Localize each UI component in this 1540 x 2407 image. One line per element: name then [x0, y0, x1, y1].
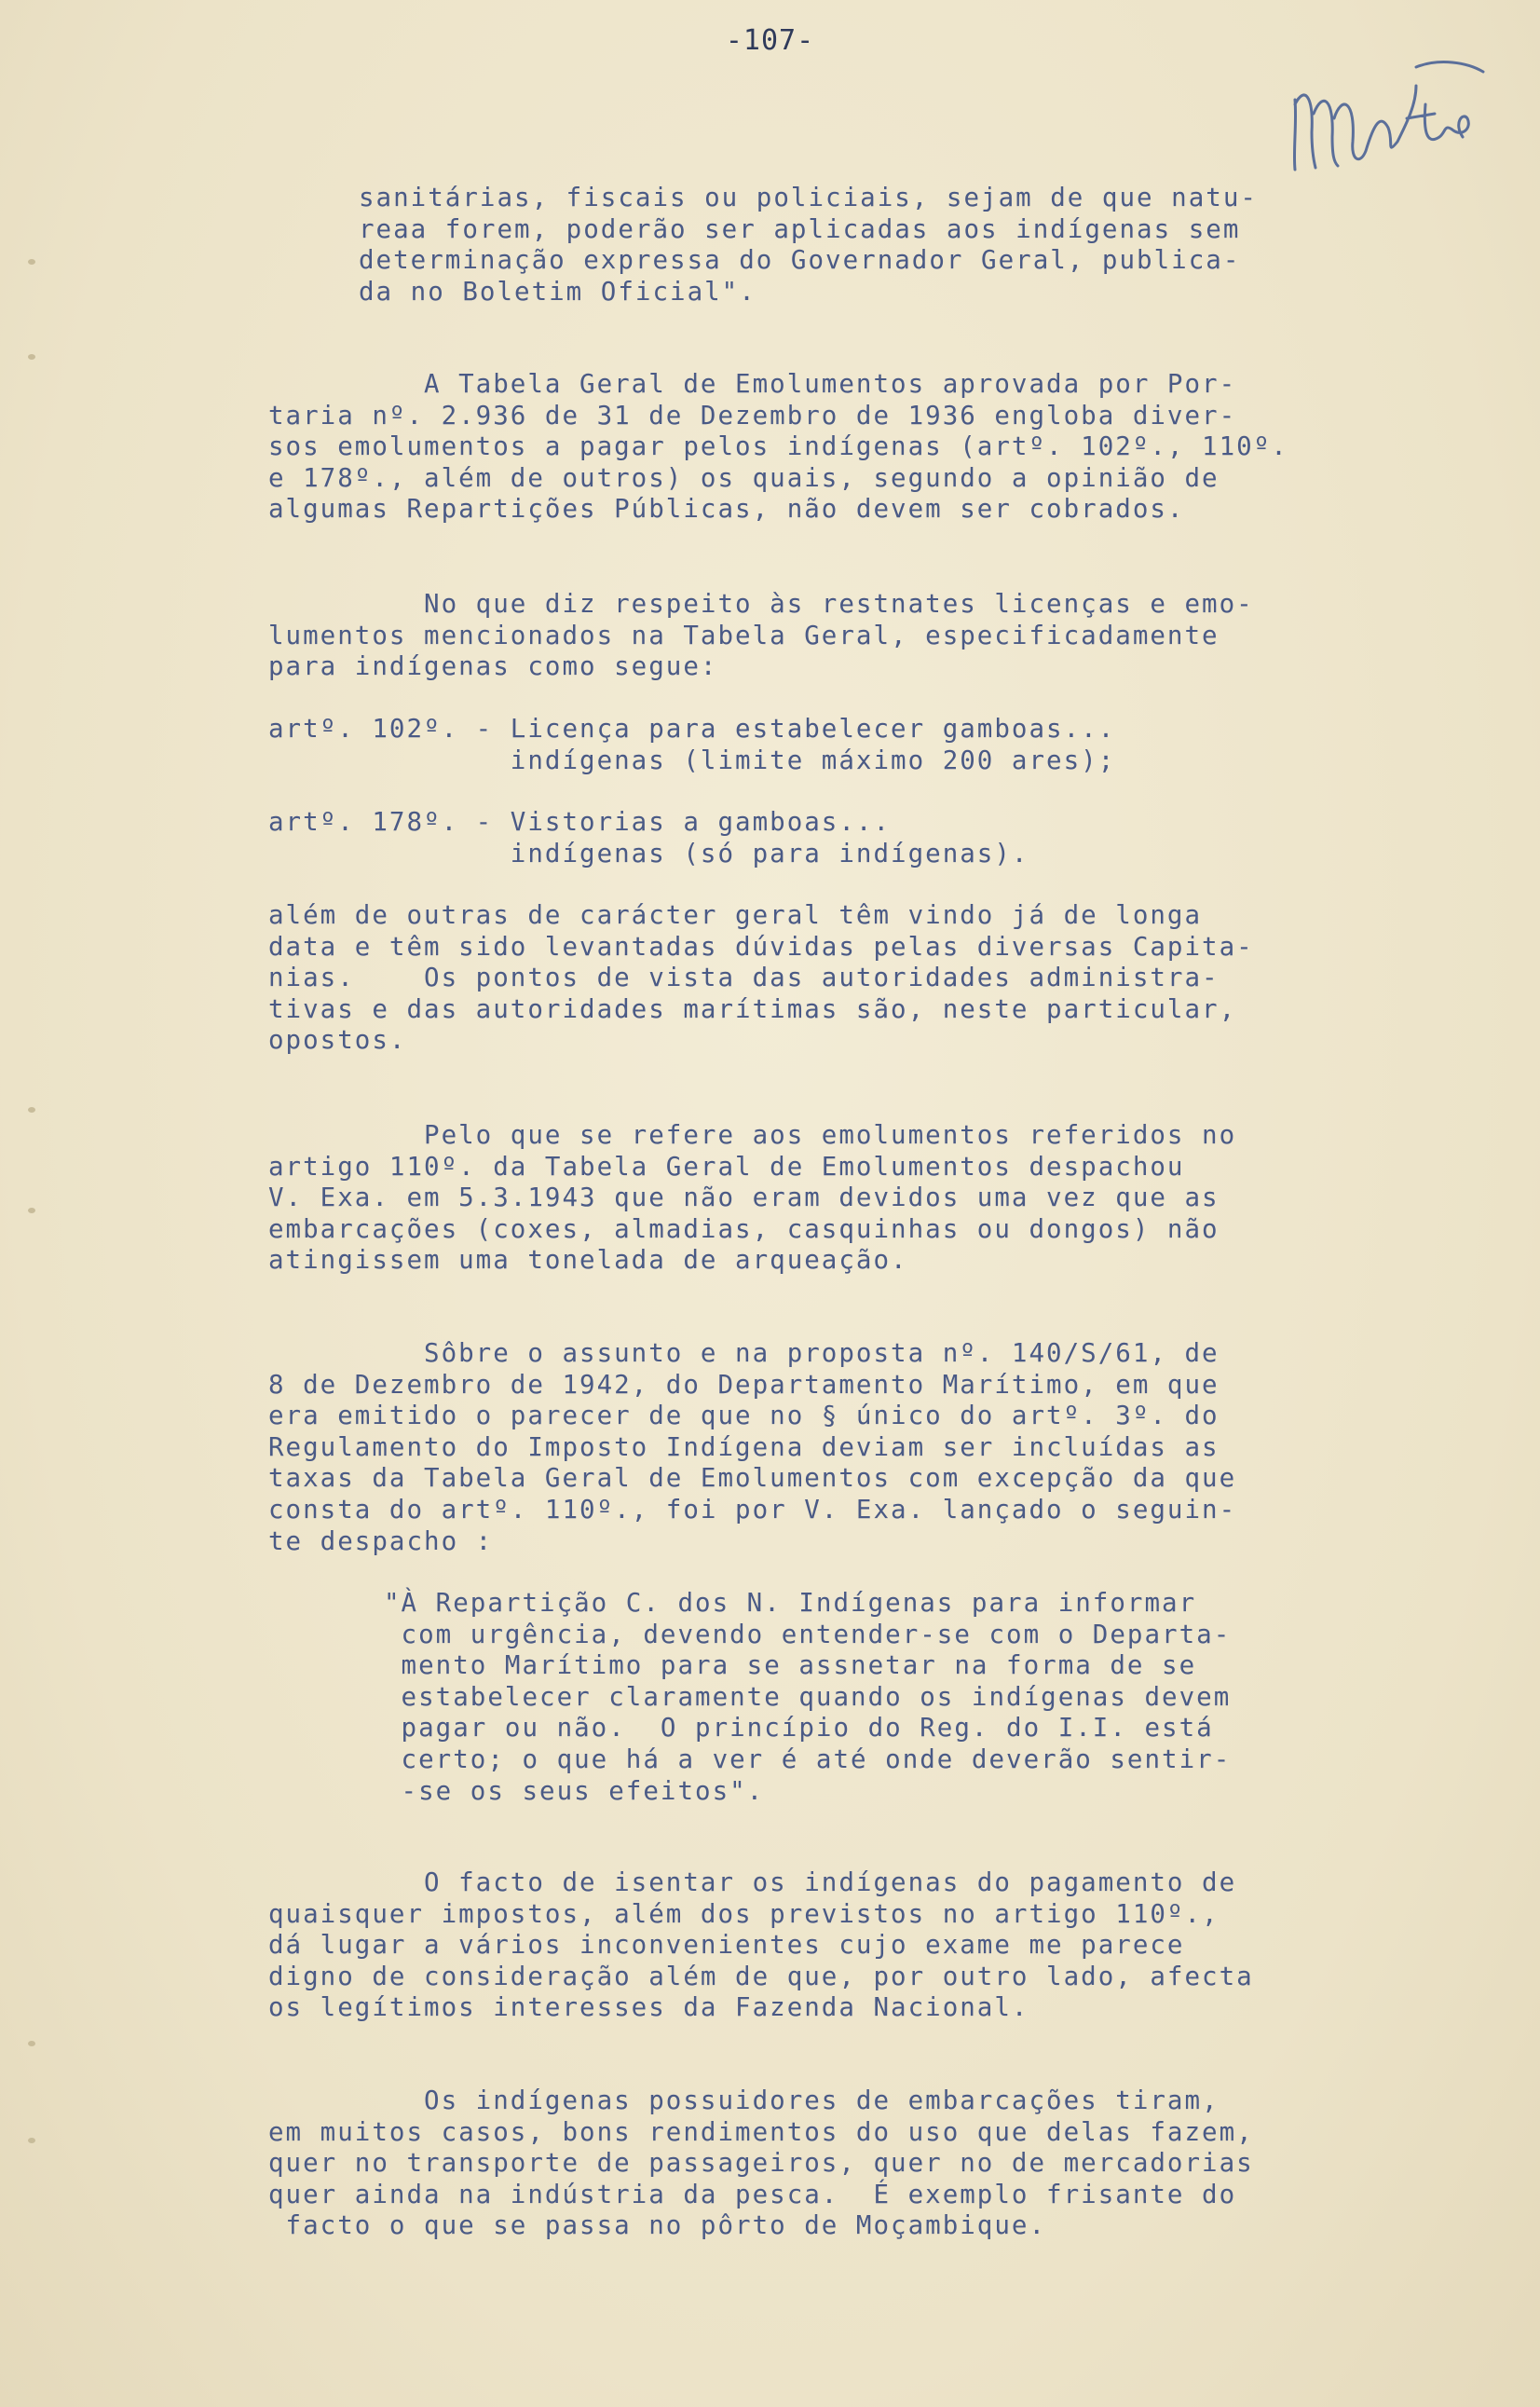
paper-perforation: [28, 259, 35, 265]
paper-perforation: [28, 1107, 35, 1113]
text-line: quer no transporte de passageiros, quer no de mercadorias: [268, 2148, 1254, 2179]
text-line: -se os seus efeitos".: [384, 1775, 765, 1806]
text-line: 8 de Dezembro de 1942, do Departamento Marítimo, em que: [268, 1369, 1220, 1400]
text-line: atingissem uma tonelada de arqueação.: [268, 1245, 908, 1276]
text-line: com urgência, devendo entender-se com o Departa-: [384, 1619, 1232, 1649]
text-line: "À Repartição C. dos N. Indígenas para informar: [384, 1588, 1197, 1618]
paragraph-artigo-110: [268, 1120, 1236, 1277]
handwritten-signature: [1276, 48, 1491, 188]
text-line: pagar ou não. O princípio do Reg. do I.I. está: [384, 1713, 1214, 1744]
paragraph-carater-geral: [268, 900, 1254, 1057]
text-line: Os indígenas possuidores de embarcações tiram,: [268, 2086, 1220, 2115]
paper-perforation: [28, 2041, 35, 2046]
paragraph-licencas: [268, 589, 1254, 683]
text-line: lumentos mencionados na Tabela Geral, especificadamente: [268, 620, 1220, 650]
text-line: indígenas (só para indígenas).: [268, 838, 1029, 868]
text-line: dá lugar a vários inconvenientes cujo exame me parece: [268, 1930, 1185, 1961]
text-line: mento Marítimo para se assnetar na forma de se: [384, 1650, 1197, 1681]
text-line: consta do artº. 110º., foi por V. Exa. lançado o seguin-: [268, 1494, 1237, 1525]
text-line: O facto de isentar os indígenas do pagamento de: [268, 1867, 1237, 1897]
text-line: algumas Repartições Públicas, não devem ser cobrados.: [268, 494, 1185, 525]
paper-perforation: [28, 354, 35, 360]
text-line: era emitido o parecer de que no § único do artº. 3º. do: [268, 1401, 1220, 1431]
text-line: artº. 178º. - Vistorias a gamboas...: [268, 807, 892, 837]
text-line: estabelecer claramente quando os indígenas devem: [384, 1681, 1232, 1712]
article-102-entry: [268, 714, 1115, 776]
text-line: nias. Os pontos de vista das autoridades administra-: [268, 963, 1220, 993]
paper-perforation: [28, 2138, 35, 2143]
article-178-entry: [268, 807, 1029, 869]
text-line: sos emolumentos a pagar pelos indígenas (artº. 102º., 110º.: [268, 431, 1288, 462]
paper-perforation: [28, 1208, 35, 1213]
text-line: V. Exa. em 5.3.1943 que não eram devidos uma vez que as: [268, 1183, 1220, 1213]
text-line: em muitos casos, bons rendimentos do uso que delas fazem,: [268, 2116, 1254, 2147]
text-line: reaa forem, poderão ser aplicadas aos indígenas sem: [359, 213, 1241, 244]
text-line: facto o que se passa no pôrto de Moçambique.: [268, 2210, 1047, 2241]
text-line: Pelo que se refere aos emolumentos referidos no: [268, 1120, 1237, 1150]
text-line: Regulamento do Imposto Indígena deviam ser incluídas as: [268, 1431, 1220, 1462]
text-line: embarcações (coxes, almadias, casquinhas ou dongos) não: [268, 1213, 1220, 1244]
text-line: além de outras de carácter geral têm vindo já de longa: [268, 900, 1203, 930]
text-line: taria nº. 2.936 de 31 de Dezembro de 1936 engloba diver-: [268, 400, 1237, 431]
text-line: determinação expressa do Governador Geral, publica-: [359, 245, 1241, 276]
text-line: te despacho :: [268, 1525, 494, 1556]
paragraph-proposta: [268, 1338, 1236, 1557]
text-line: data e têm sido levantadas dúvidas pelas diversas Capita-: [268, 931, 1254, 962]
text-line: sanitárias, fiscais ou policiais, sejam de que natu-: [359, 183, 1258, 212]
paragraph-isentar: [268, 1867, 1254, 2024]
text-line: e 178º., além de outros) os quais, segundo a opinião de: [268, 462, 1220, 493]
text-line: para indígenas como segue:: [268, 651, 718, 682]
paragraph-tabela-geral: [268, 369, 1288, 526]
text-line: certo; o que há a ver é até onde deverão sentir-: [384, 1744, 1232, 1774]
text-line: os legítimos interesses da Fazenda Nacional.: [268, 1992, 1029, 2023]
text-line: opostos.: [268, 1025, 407, 1056]
text-line: quer ainda na indústria da pesca. É exemplo frisante do: [268, 2179, 1237, 2209]
paragraph-embarcacoes: [268, 2086, 1254, 2242]
quoted-despacho: [384, 1588, 1231, 1807]
text-line: artigo 110º. da Tabela Geral de Emolumentos despachou: [268, 1151, 1185, 1182]
text-line: Sôbre o assunto e na proposta nº. 140/S/61, de: [268, 1338, 1220, 1368]
text-line: taxas da Tabela Geral de Emolumentos com excepção da que: [268, 1463, 1237, 1494]
paragraph-quote-continuation: [359, 183, 1258, 308]
text-line: indígenas (limite máximo 200 ares);: [268, 745, 1116, 775]
text-line: tivas e das autoridades marítimas são, neste particular,: [268, 993, 1237, 1024]
text-line: quaisquer impostos, além dos previstos no artigo 110º.,: [268, 1898, 1220, 1929]
text-line: No que diz respeito às restnates licenças e emo-: [268, 589, 1254, 619]
text-line: A Tabela Geral de Emolumentos aprovada por Por-: [268, 369, 1237, 399]
page-number: -107-: [725, 24, 815, 57]
text-line: digno de consideração além de que, por outro lado, afecta: [268, 1961, 1254, 1991]
text-line: artº. 102º. - Licença para estabelecer gamboas...: [268, 714, 1116, 744]
text-line: da no Boletim Oficial".: [359, 276, 756, 307]
